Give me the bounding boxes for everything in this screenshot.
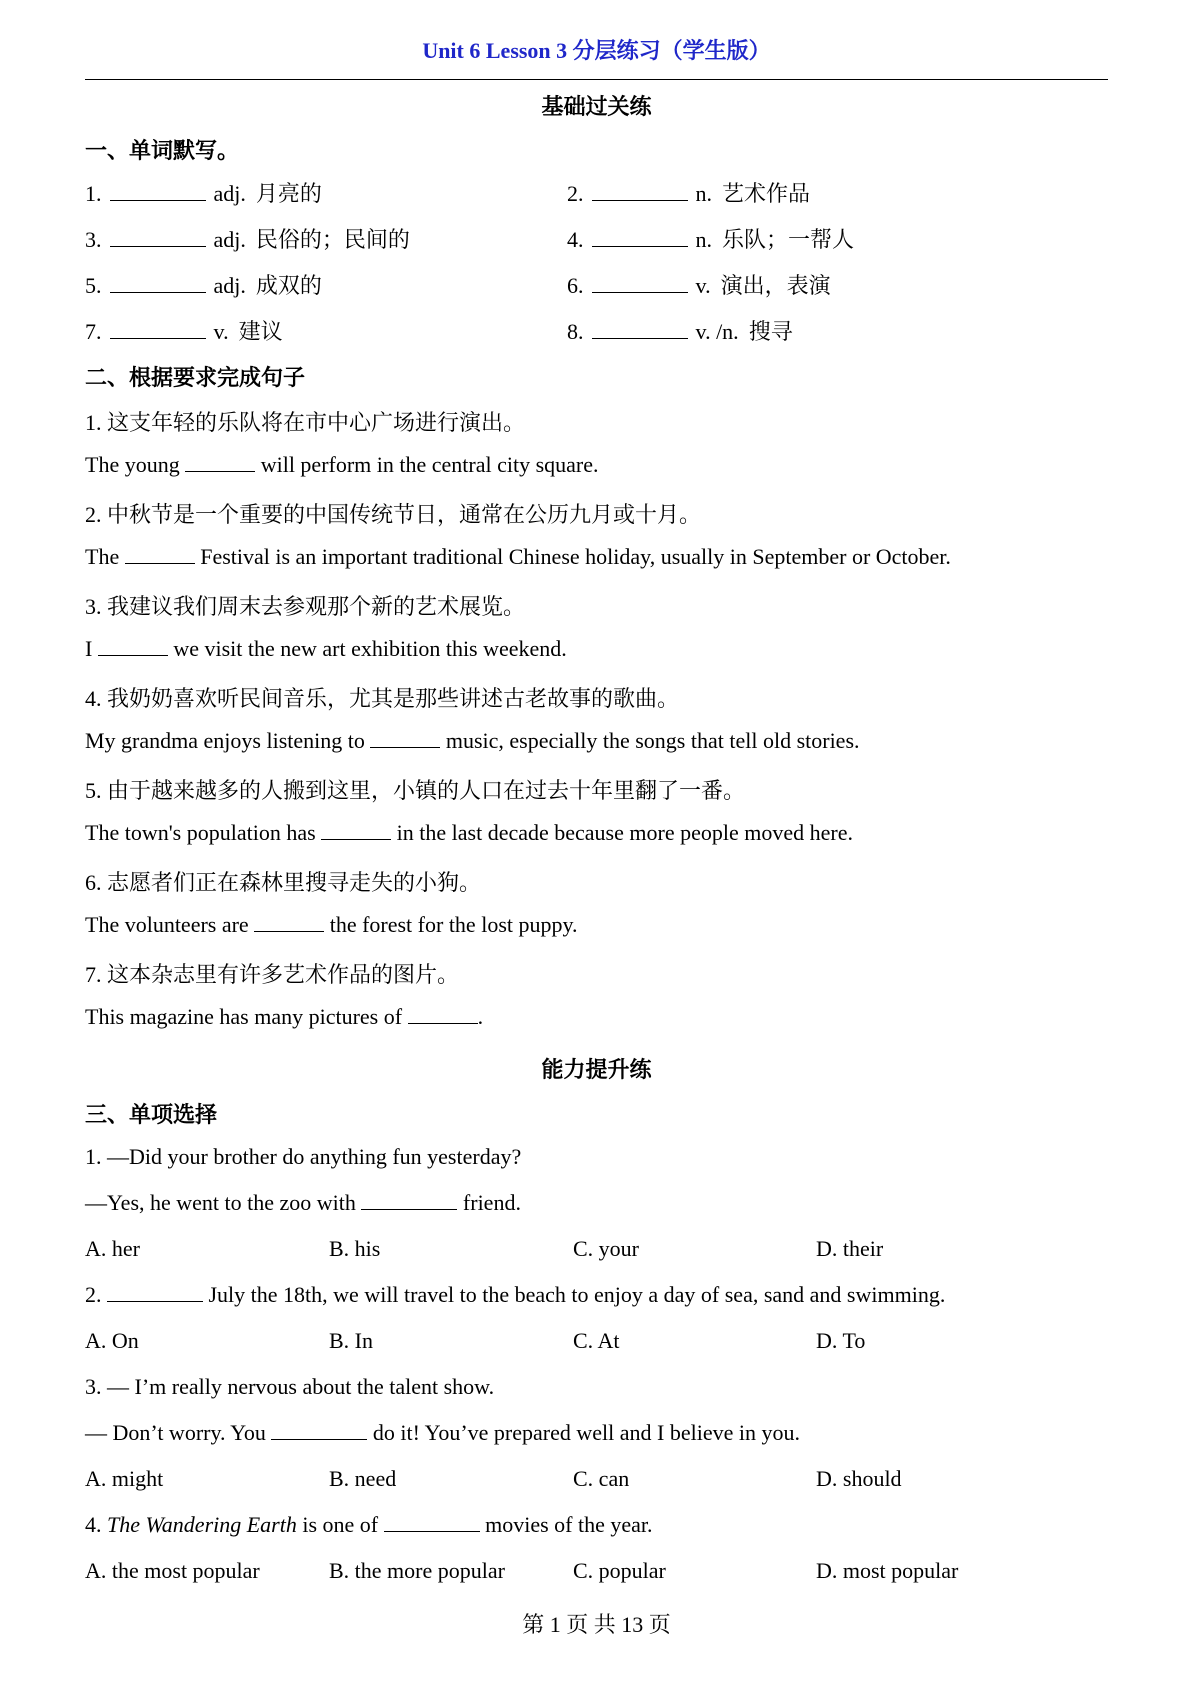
option-b[interactable]: B. the more popular (329, 1558, 505, 1583)
page-title: Unit 6 Lesson 3 分层练习（学生版） (422, 38, 771, 63)
vocab-item: 8. v. /n. 搜寻 (567, 319, 793, 344)
question-line: —Yes, he went to the zoo with friend. (85, 1190, 521, 1215)
option-b[interactable]: B. his (329, 1236, 381, 1261)
answer-blank[interactable] (592, 228, 688, 247)
answer-blank[interactable] (271, 1421, 367, 1440)
answer-blank[interactable] (592, 182, 688, 201)
option-b[interactable]: B. need (329, 1466, 397, 1491)
answer-blank[interactable] (110, 182, 206, 201)
question-line: 1. —Did your brother do anything fun yesterday? (85, 1144, 522, 1169)
vocab-item: 2. n. 艺术作品 (567, 181, 811, 206)
answer-blank[interactable] (254, 913, 324, 932)
sentence-cn: 1. 这支年轻的乐队将在市中心广场进行演出。 (85, 410, 526, 435)
vocab-item: 5. adj. 成双的 (85, 273, 322, 298)
section-advanced-title: 能力提升练 (541, 1057, 652, 1082)
option-d[interactable]: D. most popular (816, 1558, 959, 1583)
part2-heading: 二、根据要求完成句子 (85, 365, 306, 390)
option-d[interactable]: D. their (816, 1236, 884, 1261)
answer-blank[interactable] (321, 821, 391, 840)
sentence-cn: 4. 我奶奶喜欢听民间音乐，尤其是那些讲述古老故事的歌曲。 (85, 686, 680, 711)
sentence-en: The town's population has in the last decade because more people moved here. (85, 820, 853, 845)
movie-title: The Wandering Earth (107, 1512, 297, 1537)
answer-blank[interactable] (110, 320, 206, 339)
vocab-item: 1. adj. 月亮的 (85, 181, 322, 206)
answer-blank[interactable] (592, 274, 688, 293)
option-d[interactable]: D. should (816, 1466, 902, 1491)
answer-blank[interactable] (125, 545, 195, 564)
option-d[interactable]: D. To (816, 1328, 866, 1353)
answer-blank[interactable] (107, 1283, 203, 1302)
sentence-cn: 3. 我建议我们周末去参观那个新的艺术展览。 (85, 594, 526, 619)
question-line: — Don’t worry. You do it! You’ve prepared well and I believe in you. (85, 1420, 800, 1445)
part3-heading: 三、单项选择 (85, 1102, 218, 1127)
sentence-en: My grandma enjoys listening to music, especially the songs that tell old stories. (85, 728, 860, 753)
sentence-en: This magazine has many pictures of . (85, 1004, 484, 1029)
question-line: 2. July the 18th, we will travel to the beach to enjoy a day of sea, sand and swimming. (85, 1282, 946, 1307)
question-line: 3. — I’m really nervous about the talent show. (85, 1374, 495, 1399)
sentence-cn: 2. 中秋节是一个重要的中国传统节日，通常在公历九月或十月。 (85, 502, 702, 527)
part1-heading: 一、单词默写。 (85, 138, 240, 163)
answer-blank[interactable] (110, 274, 206, 293)
answer-blank[interactable] (110, 228, 206, 247)
section-basic-title: 基础过关练 (541, 94, 652, 119)
option-a[interactable]: A. her (85, 1236, 140, 1261)
option-c[interactable]: C. your (573, 1236, 639, 1261)
option-a[interactable]: A. might (85, 1466, 164, 1491)
vocab-item: 4. n. 乐队；一帮人 (567, 227, 855, 252)
sentence-cn: 5. 由于越来越多的人搬到这里，小镇的人口在过去十年里翻了一番。 (85, 778, 746, 803)
answer-blank[interactable] (185, 453, 255, 472)
option-b[interactable]: B. In (329, 1328, 373, 1353)
option-c[interactable]: C. At (573, 1328, 620, 1353)
page-footer: 第 1 页 共 13 页 (522, 1612, 671, 1637)
sentence-en: The young will perform in the central city square. (85, 452, 599, 477)
answer-blank[interactable] (370, 729, 440, 748)
option-a[interactable]: A. the most popular (85, 1558, 260, 1583)
sentence-cn: 6. 志愿者们正在森林里搜寻走失的小狗。 (85, 870, 482, 895)
answer-blank[interactable] (361, 1191, 457, 1210)
answer-blank[interactable] (408, 1005, 478, 1024)
vocab-item: 6. v. 演出，表演 (567, 273, 831, 298)
vocab-item: 7. v. 建议 (85, 319, 283, 344)
answer-blank[interactable] (592, 320, 688, 339)
answer-blank[interactable] (98, 637, 168, 656)
header-rule (85, 79, 1108, 80)
question-line: 4. The Wandering Earth is one of movies of the year. (85, 1512, 653, 1537)
option-a[interactable]: A. On (85, 1328, 139, 1353)
option-c[interactable]: C. can (573, 1466, 630, 1491)
option-c[interactable]: C. popular (573, 1558, 666, 1583)
sentence-cn: 7. 这本杂志里有许多艺术作品的图片。 (85, 962, 460, 987)
vocab-item: 3. adj. 民俗的；民间的 (85, 227, 410, 252)
sentence-en: The volunteers are the forest for the lost puppy. (85, 912, 578, 937)
answer-blank[interactable] (384, 1513, 480, 1532)
sentence-en: I we visit the new art exhibition this weekend. (85, 636, 567, 661)
sentence-en: The Festival is an important traditional Chinese holiday, usually in September or October. (85, 544, 951, 569)
